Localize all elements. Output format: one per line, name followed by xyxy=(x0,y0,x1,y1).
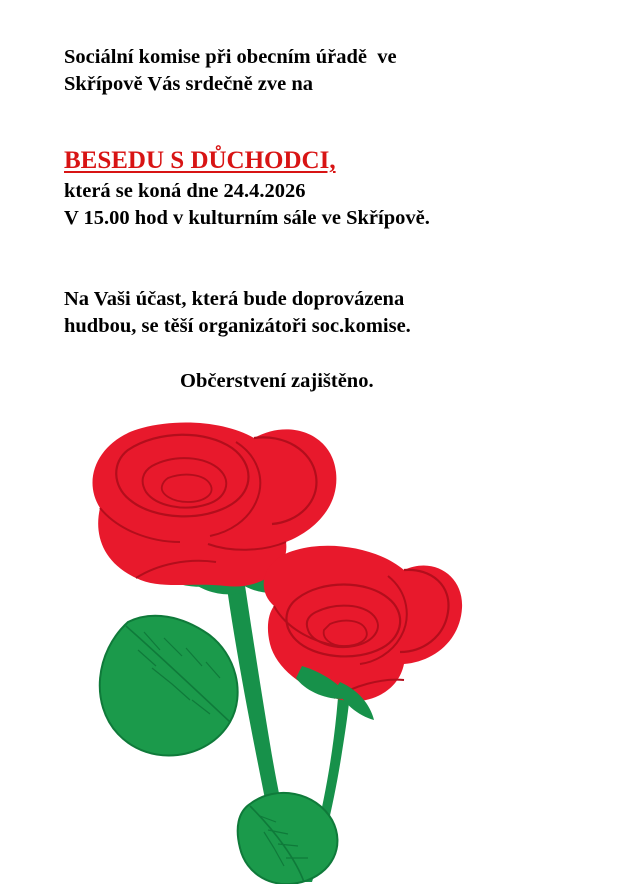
invite-line-2: hudbou, se těší organizátoři soc.komise. xyxy=(64,315,411,337)
detail-line-1: která se koná dne 24.4.2026 xyxy=(64,180,306,202)
two-red-roses-illustration xyxy=(40,404,510,884)
rose-right xyxy=(264,546,462,701)
detail-line-2: V 15.00 hod v kulturním sále ve Skřípově. xyxy=(64,207,430,229)
poster-text-block xyxy=(64,44,584,395)
spacer-after-details-2 xyxy=(64,272,584,286)
invite-line-1: Na Vaši účast, která bude doprovázena xyxy=(64,288,405,310)
refreshments-line: Občerstvení zajištěno. xyxy=(180,370,374,392)
spacer-after-intro xyxy=(64,98,584,144)
event-headline: BESEDU S DŮCHODCI, xyxy=(64,147,336,174)
spacer-after-invite-2 xyxy=(64,354,584,368)
spacer-after-details xyxy=(64,232,584,272)
spacer-after-invite xyxy=(64,340,584,354)
intro-line-2: Skřípově Vás srdečně zve na xyxy=(64,73,314,95)
intro-line-1: Sociální komise při obecním úřadě ve xyxy=(64,46,397,68)
